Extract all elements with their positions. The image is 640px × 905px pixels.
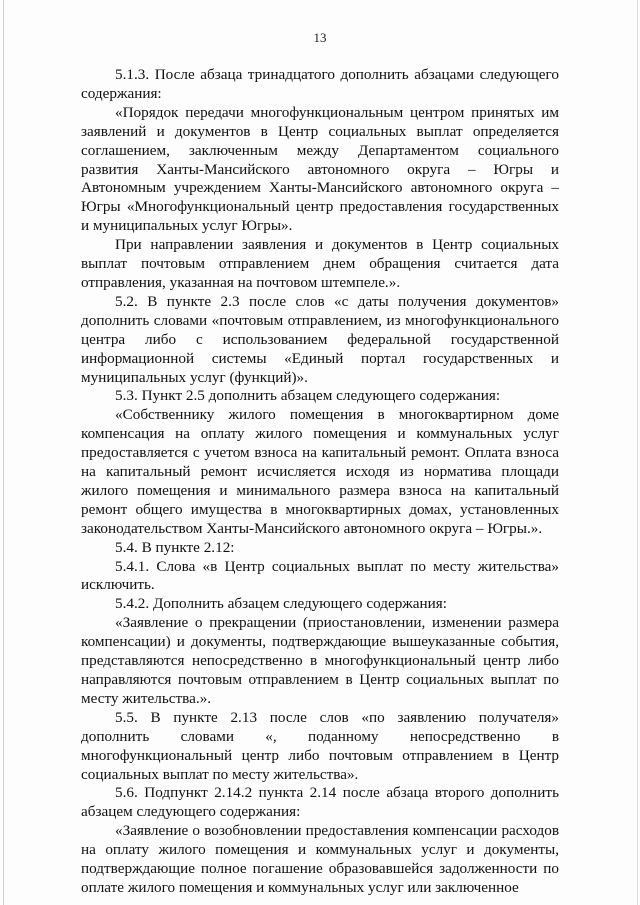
paragraph-termination-application: «Заявление о прекращении (приостановлении, изменении размера компенсации) и документы, подтверждающие вышеуказанные события, представляются непосредственно в многофункциональный центр либо направляются почтовым отправлением в Центр социальных выплат по месту жительства.». bbox=[81, 614, 559, 707]
paragraph-5-4-2: 5.4.2. Дополнить абзацем следующего содержания: bbox=[115, 595, 447, 613]
paragraph-5-4-1: 5.4.1. Слова «в Центр социальных выплат по месту жительства» исключить. bbox=[81, 557, 559, 594]
paragraph-resumption-application: «Заявление о возобновлении предоставления компенсации расходов на оплату жилого помещения и коммунальных услуг и документы, подтверждающие полное погашение образовавшейся задолженности по оплате жилого помещения и коммунальных услуг или заключенное bbox=[81, 822, 559, 896]
page-edge-left bbox=[3, 0, 4, 905]
paragraph-5-4: 5.4. В пункте 2.12: bbox=[115, 538, 235, 556]
paragraph-mfc-procedure: «Порядок передачи многофункциональным центром принятых им заявлений и документов в Центр социальных выплат определяется соглашением, заключенным между Департаментом социального развития Ханты-Мансийского автономного округа – Югры и Автономным учреждением Ханты-Мансийского автономного округа – Югры «Многофункциональный центр предоставления государственных и муниципальных услуг Югры». bbox=[81, 103, 559, 235]
page-number: 13 bbox=[313, 30, 327, 45]
paragraph-5-3: 5.3. Пункт 2.5 дополнить абзацем следующего содержания: bbox=[115, 387, 501, 405]
paragraph-5-1-3: 5.1.3. После абзаца тринадцатого дополнить абзацами следующего содержания: bbox=[81, 66, 559, 102]
page-edge-right bbox=[637, 0, 638, 905]
paragraph-postal-date: При направлении заявления и документов в Центр социальных выплат почтовым отправлением днем обращения считается дата отправления, указанная на почтовом штемпеле.». bbox=[81, 236, 559, 291]
paragraph-5-6: 5.6. Подпункт 2.14.2 пункта 2.14 после абзаца второго дополнить абзацем следующего содержания: bbox=[81, 784, 559, 821]
paragraph-owner-compensation: «Собственнику жилого помещения в многоквартирном доме компенсация на оплату жилого помещения и коммунальных услуг предоставляется с учетом взноса на капитальный ремонт. Оплата взноса на капитальный ремонт исчисляется исходя из норматива площади жилого помещения и минимального размера взноса на капитальный ремонт общего имущества в многоквартирных домах, установленных законодательством Ханты-Мансийского автономного округа – Югры.». bbox=[81, 406, 559, 537]
paragraph-5-2: 5.2. В пункте 2.3 после слов «с даты получения документов» дополнить словами «почтовым отправлением, из многофункционального центра либо с использованием федеральной государственной информационной системы «Единый портал государственных и муниципальных услуг (функций)». bbox=[81, 292, 559, 386]
paragraph-5-5: 5.5. В пункте 2.13 после слов «по заявлению получателя» дополнить словами «, поданному непосредственно в многофункциональный центр либо почтовым отправлением в Центр социальных выплат по месту жительства». bbox=[81, 708, 559, 783]
document-body bbox=[81, 66, 559, 898]
